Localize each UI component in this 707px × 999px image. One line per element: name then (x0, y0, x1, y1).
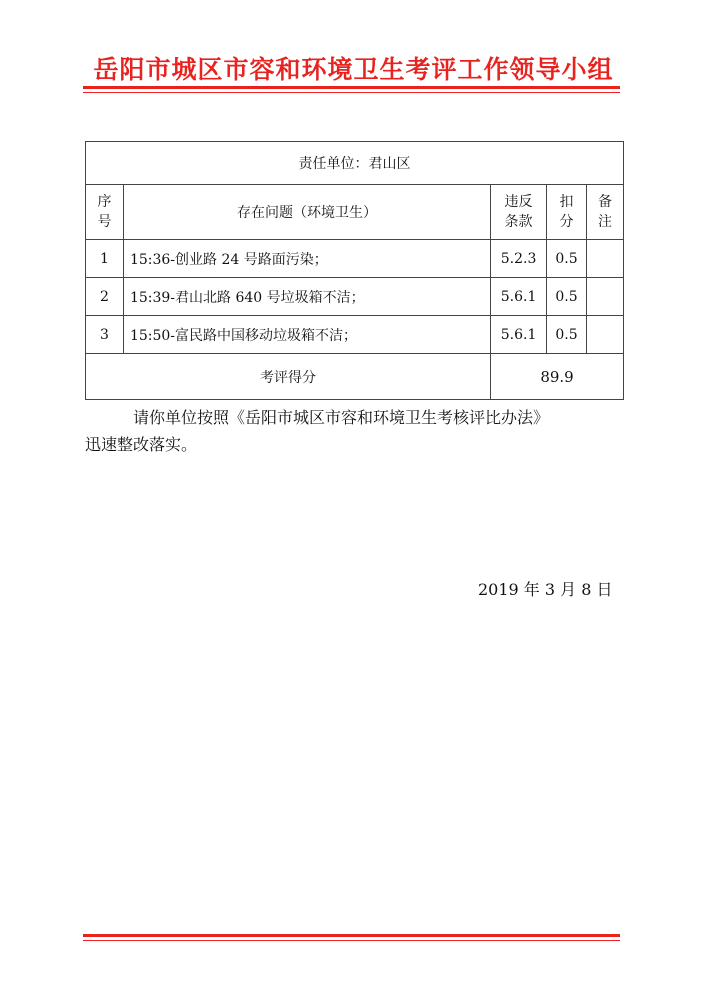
header-clause: 违反 条款 (491, 185, 547, 240)
row-seq: 1 (86, 240, 124, 278)
footer-rule-thick (83, 934, 620, 937)
instruction-line-1: 请你单位按照《岳阳市城区市容和环境卫生考核评比办法》 (133, 408, 550, 427)
row-seq: 2 (86, 278, 124, 316)
header-rule-thick (83, 86, 620, 89)
row-note (587, 278, 624, 316)
row-clause: 5.6.1 (491, 316, 547, 354)
score-label: 考评得分 (86, 354, 491, 400)
score-value: 89.9 (491, 354, 624, 400)
header-note: 备 注 (587, 185, 624, 240)
row-deduct: 0.5 (547, 316, 587, 354)
table-row (86, 278, 624, 316)
inspection-table (85, 141, 624, 400)
header-seq: 序 号 (86, 185, 124, 240)
instruction-line-2: 迅速整改落实。 (85, 435, 198, 454)
row-issue: 15:50-富民路中国移动垃圾箱不洁； (123, 316, 490, 354)
row-deduct: 0.5 (547, 278, 587, 316)
header-deduct: 扣 分 (547, 185, 587, 240)
header-row (86, 185, 624, 240)
row-issue: 15:36-创业路 24 号路面污染； (123, 240, 490, 278)
table-row (86, 316, 624, 354)
header-rule-thin (83, 92, 620, 93)
row-clause: 5.2.3 (491, 240, 547, 278)
document-title: 岳阳市城区市容和环境卫生考评工作领导小组 (93, 55, 614, 84)
row-seq: 3 (86, 316, 124, 354)
responsible-unit: 责任单位：君山区 (86, 142, 624, 185)
score-row (86, 354, 624, 400)
header-issue: 存在问题（环境卫生） (123, 185, 490, 240)
unit-row (86, 142, 624, 185)
issue-date: 2019 年 3 月 8 日 (478, 580, 613, 599)
row-note (587, 240, 624, 278)
row-deduct: 0.5 (547, 240, 587, 278)
table-row (86, 240, 624, 278)
footer-rule-thin (83, 940, 620, 941)
row-issue: 15:39-君山北路 640 号垃圾箱不洁； (123, 278, 490, 316)
row-clause: 5.6.1 (491, 278, 547, 316)
row-note (587, 316, 624, 354)
